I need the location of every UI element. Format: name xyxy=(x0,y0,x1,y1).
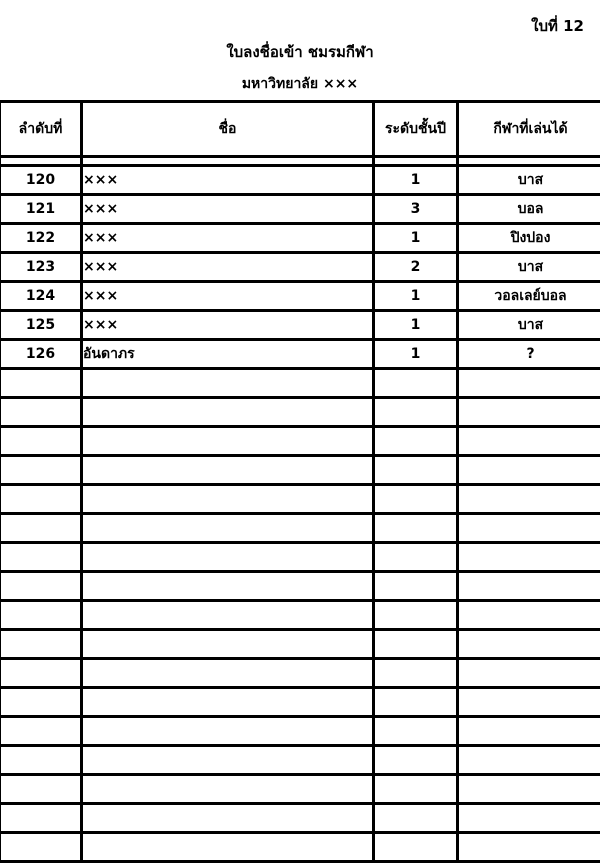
cell-name: ××× xyxy=(82,253,374,282)
empty-cell xyxy=(374,833,458,862)
empty-row xyxy=(0,398,600,427)
empty-cell xyxy=(0,485,82,514)
empty-cell xyxy=(374,688,458,717)
registration-table xyxy=(0,100,600,863)
empty-cell xyxy=(0,514,82,543)
table-row xyxy=(0,311,600,340)
empty-row xyxy=(0,833,600,862)
cell-level: 1 xyxy=(374,311,458,340)
cell-no: 121 xyxy=(0,195,82,224)
cell-sport: บาส xyxy=(458,311,600,340)
column-header-name: ชื่อ xyxy=(82,102,374,157)
empty-cell xyxy=(0,543,82,572)
cell-no: 125 xyxy=(0,311,82,340)
empty-cell xyxy=(458,688,600,717)
empty-cell xyxy=(0,369,82,398)
empty-cell xyxy=(374,398,458,427)
table-row xyxy=(0,253,600,282)
cell-level: 1 xyxy=(374,224,458,253)
cell-level: 2 xyxy=(374,253,458,282)
empty-cell xyxy=(458,659,600,688)
empty-row xyxy=(0,369,600,398)
empty-cell xyxy=(0,775,82,804)
empty-cell xyxy=(458,398,600,427)
empty-row xyxy=(0,572,600,601)
empty-cell xyxy=(82,398,374,427)
empty-cell xyxy=(458,514,600,543)
empty-cell xyxy=(82,514,374,543)
table-row xyxy=(0,340,600,369)
cell-name: ××× xyxy=(82,195,374,224)
empty-cell xyxy=(0,688,82,717)
empty-cell xyxy=(0,833,82,862)
empty-cell xyxy=(0,746,82,775)
cell-sport: บอล xyxy=(458,195,600,224)
empty-cell xyxy=(458,543,600,572)
empty-cell xyxy=(374,572,458,601)
empty-cell xyxy=(82,572,374,601)
empty-cell xyxy=(458,630,600,659)
table-row xyxy=(0,282,600,311)
empty-cell xyxy=(82,688,374,717)
empty-cell xyxy=(82,746,374,775)
empty-cell xyxy=(458,601,600,630)
cell-name: ××× xyxy=(82,282,374,311)
cell-no: 120 xyxy=(0,166,82,195)
empty-row xyxy=(0,601,600,630)
empty-cell xyxy=(374,456,458,485)
column-header-level: ระดับชั้นปี xyxy=(374,102,458,157)
empty-row xyxy=(0,485,600,514)
empty-cell xyxy=(0,804,82,833)
table-body xyxy=(0,157,600,862)
empty-cell xyxy=(374,659,458,688)
empty-cell xyxy=(82,659,374,688)
empty-cell xyxy=(374,601,458,630)
cell-name: อันดาภร xyxy=(82,340,374,369)
empty-cell xyxy=(458,717,600,746)
empty-row xyxy=(0,804,600,833)
empty-cell xyxy=(374,543,458,572)
empty-cell xyxy=(0,427,82,456)
cell-sport: บาส xyxy=(458,253,600,282)
table-spacer-row xyxy=(0,157,600,166)
cell-level: 1 xyxy=(374,340,458,369)
column-header-sport: กีฬาที่เล่นได้ xyxy=(458,102,600,157)
table-row xyxy=(0,224,600,253)
cell-sport: ? xyxy=(458,340,600,369)
empty-row xyxy=(0,775,600,804)
empty-cell xyxy=(374,514,458,543)
empty-row xyxy=(0,746,600,775)
empty-row xyxy=(0,514,600,543)
empty-row xyxy=(0,659,600,688)
empty-cell xyxy=(0,398,82,427)
sheet-number: ใบที่ 12 xyxy=(531,14,584,38)
cell-name: ××× xyxy=(82,311,374,340)
empty-cell xyxy=(82,630,374,659)
cell-no: 123 xyxy=(0,253,82,282)
page-title: ใบลงชื่อเข้า ชมรมกีฬา xyxy=(0,40,600,64)
empty-cell xyxy=(374,427,458,456)
empty-cell xyxy=(374,775,458,804)
empty-cell xyxy=(82,717,374,746)
empty-cell xyxy=(82,485,374,514)
empty-cell xyxy=(82,804,374,833)
empty-cell xyxy=(374,630,458,659)
table-header-row xyxy=(0,102,600,157)
empty-cell xyxy=(458,456,600,485)
empty-cell xyxy=(458,427,600,456)
empty-cell xyxy=(374,746,458,775)
empty-cell xyxy=(82,369,374,398)
empty-cell xyxy=(458,572,600,601)
table-row xyxy=(0,195,600,224)
empty-cell xyxy=(458,804,600,833)
empty-cell xyxy=(0,717,82,746)
empty-cell xyxy=(82,833,374,862)
empty-cell xyxy=(458,833,600,862)
cell-no: 124 xyxy=(0,282,82,311)
empty-row xyxy=(0,427,600,456)
empty-cell xyxy=(82,456,374,485)
page-subtitle: มหาวิทยาลัย ××× xyxy=(0,73,600,95)
empty-cell xyxy=(0,630,82,659)
empty-cell xyxy=(458,775,600,804)
cell-name: ××× xyxy=(82,224,374,253)
empty-cell xyxy=(82,775,374,804)
empty-cell xyxy=(458,485,600,514)
empty-row xyxy=(0,630,600,659)
empty-cell xyxy=(458,369,600,398)
cell-no: 122 xyxy=(0,224,82,253)
cell-level: 1 xyxy=(374,166,458,195)
cell-name: ××× xyxy=(82,166,374,195)
cell-sport: บาส xyxy=(458,166,600,195)
empty-cell xyxy=(82,543,374,572)
empty-cell xyxy=(0,601,82,630)
cell-level: 1 xyxy=(374,282,458,311)
cell-no: 126 xyxy=(0,340,82,369)
empty-row xyxy=(0,688,600,717)
cell-sport: ปิงปอง xyxy=(458,224,600,253)
empty-cell xyxy=(374,717,458,746)
empty-cell xyxy=(82,427,374,456)
column-header-no: ลำดับที่ xyxy=(0,102,82,157)
empty-cell xyxy=(0,572,82,601)
empty-row xyxy=(0,717,600,746)
table-row xyxy=(0,166,600,195)
empty-cell xyxy=(374,485,458,514)
empty-cell xyxy=(0,659,82,688)
cell-level: 3 xyxy=(374,195,458,224)
cell-sport: วอลเลย์บอล xyxy=(458,282,600,311)
empty-cell xyxy=(0,456,82,485)
empty-cell xyxy=(82,601,374,630)
empty-row xyxy=(0,456,600,485)
empty-cell xyxy=(374,804,458,833)
empty-cell xyxy=(374,369,458,398)
empty-row xyxy=(0,543,600,572)
empty-cell xyxy=(458,746,600,775)
